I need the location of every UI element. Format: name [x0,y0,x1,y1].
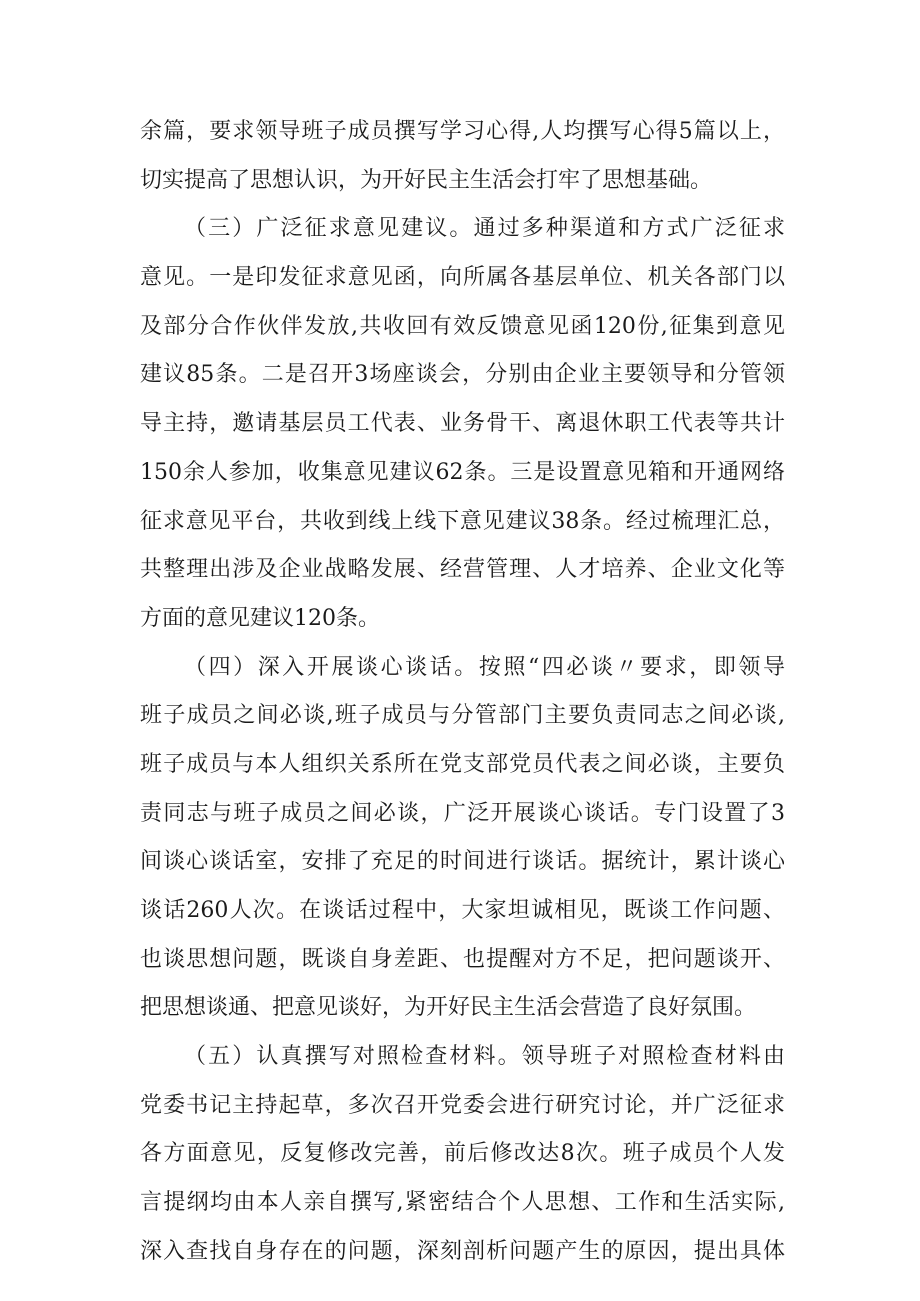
text-line: 各方面意见，反复修改完善，前后修改达8次。班子成员个人发 [140,1141,785,1167]
text-line: 深入查找自身存在的问题，深刻剖析问题产生的原因，提出具体 [140,1238,785,1264]
text-line: 谈话260人次。在谈话过程中，大家坦诚相见，既谈工作问题、 [140,898,785,923]
text-line: 把思想谈通、把意见谈好，为开好民主生活会营造了良好氛围。 [140,995,757,1021]
text-line: 征求意见平台，共收到线上线下意见建议38条。经过梳理汇总， [140,508,785,534]
text-line: 建议85条。二是召开3场座谈会，分别由企业主要领导和分管领 [140,362,785,388]
text-line: 切实提高了思想认识，为开好民主生活会打牢了思想基础。 [140,167,713,193]
text-line: 间谈心谈话室，安排了充足的时间进行谈话。据统计，累计谈心 [140,849,785,875]
text-line: 150余人参加，收集意见建议62条。三是设置意见箱和开通网络 [140,459,785,485]
text-line: 方面的意见建议120条。 [140,605,380,631]
body-text [140,108,785,1277]
text-line: 言提纲均由本人亲自撰写,紧密结合个人思想、工作和生活实际, [140,1190,785,1216]
text-line: 班子成员与本人组织关系所在党支部党员代表之间必谈，主要负 [140,751,785,777]
text-line: 共整理出涉及企业战略发展、经营管理、人才培养、企业文化等 [140,557,785,583]
text-line: 责同志与班子成员之间必谈，广泛开展谈心谈话。专门设置了3 [140,800,785,826]
section-heading-line: （五）认真撰写对照检查材料。领导班子对照检查材料由 [184,1044,785,1070]
text-line: 党委书记主持起草，多次召开党委会进行研究讨论，并广泛征求 [140,1092,785,1118]
text-line: 意见。一是印发征求意见函，向所属各基层单位、机关各部门以 [140,265,785,291]
section-heading-line: （四）深入开展谈心谈话。按照“四必谈〃要求，即领导 [184,654,785,680]
text-line: 及部分合作伙伴发放,共收回有效反馈意见函120份,征集到意见 [140,313,785,339]
section-heading-line: （三）广泛征求意见建议。通过多种渠道和方式广泛征求 [184,216,785,242]
text-line: 余篇，要求领导班子成员撰写学习心得,人均撰写心得5篇以上， [140,119,785,144]
text-line: 导主持，邀请基层员工代表、业务骨干、离退休职工代表等共计 [140,411,785,437]
text-line: 也谈思想问题，既谈自身差距、也提醒对方不足，把问题谈开、 [140,946,785,972]
text-line: 班子成员之间必谈,班子成员与分管部门主要负责同志之间必谈, [140,703,785,729]
